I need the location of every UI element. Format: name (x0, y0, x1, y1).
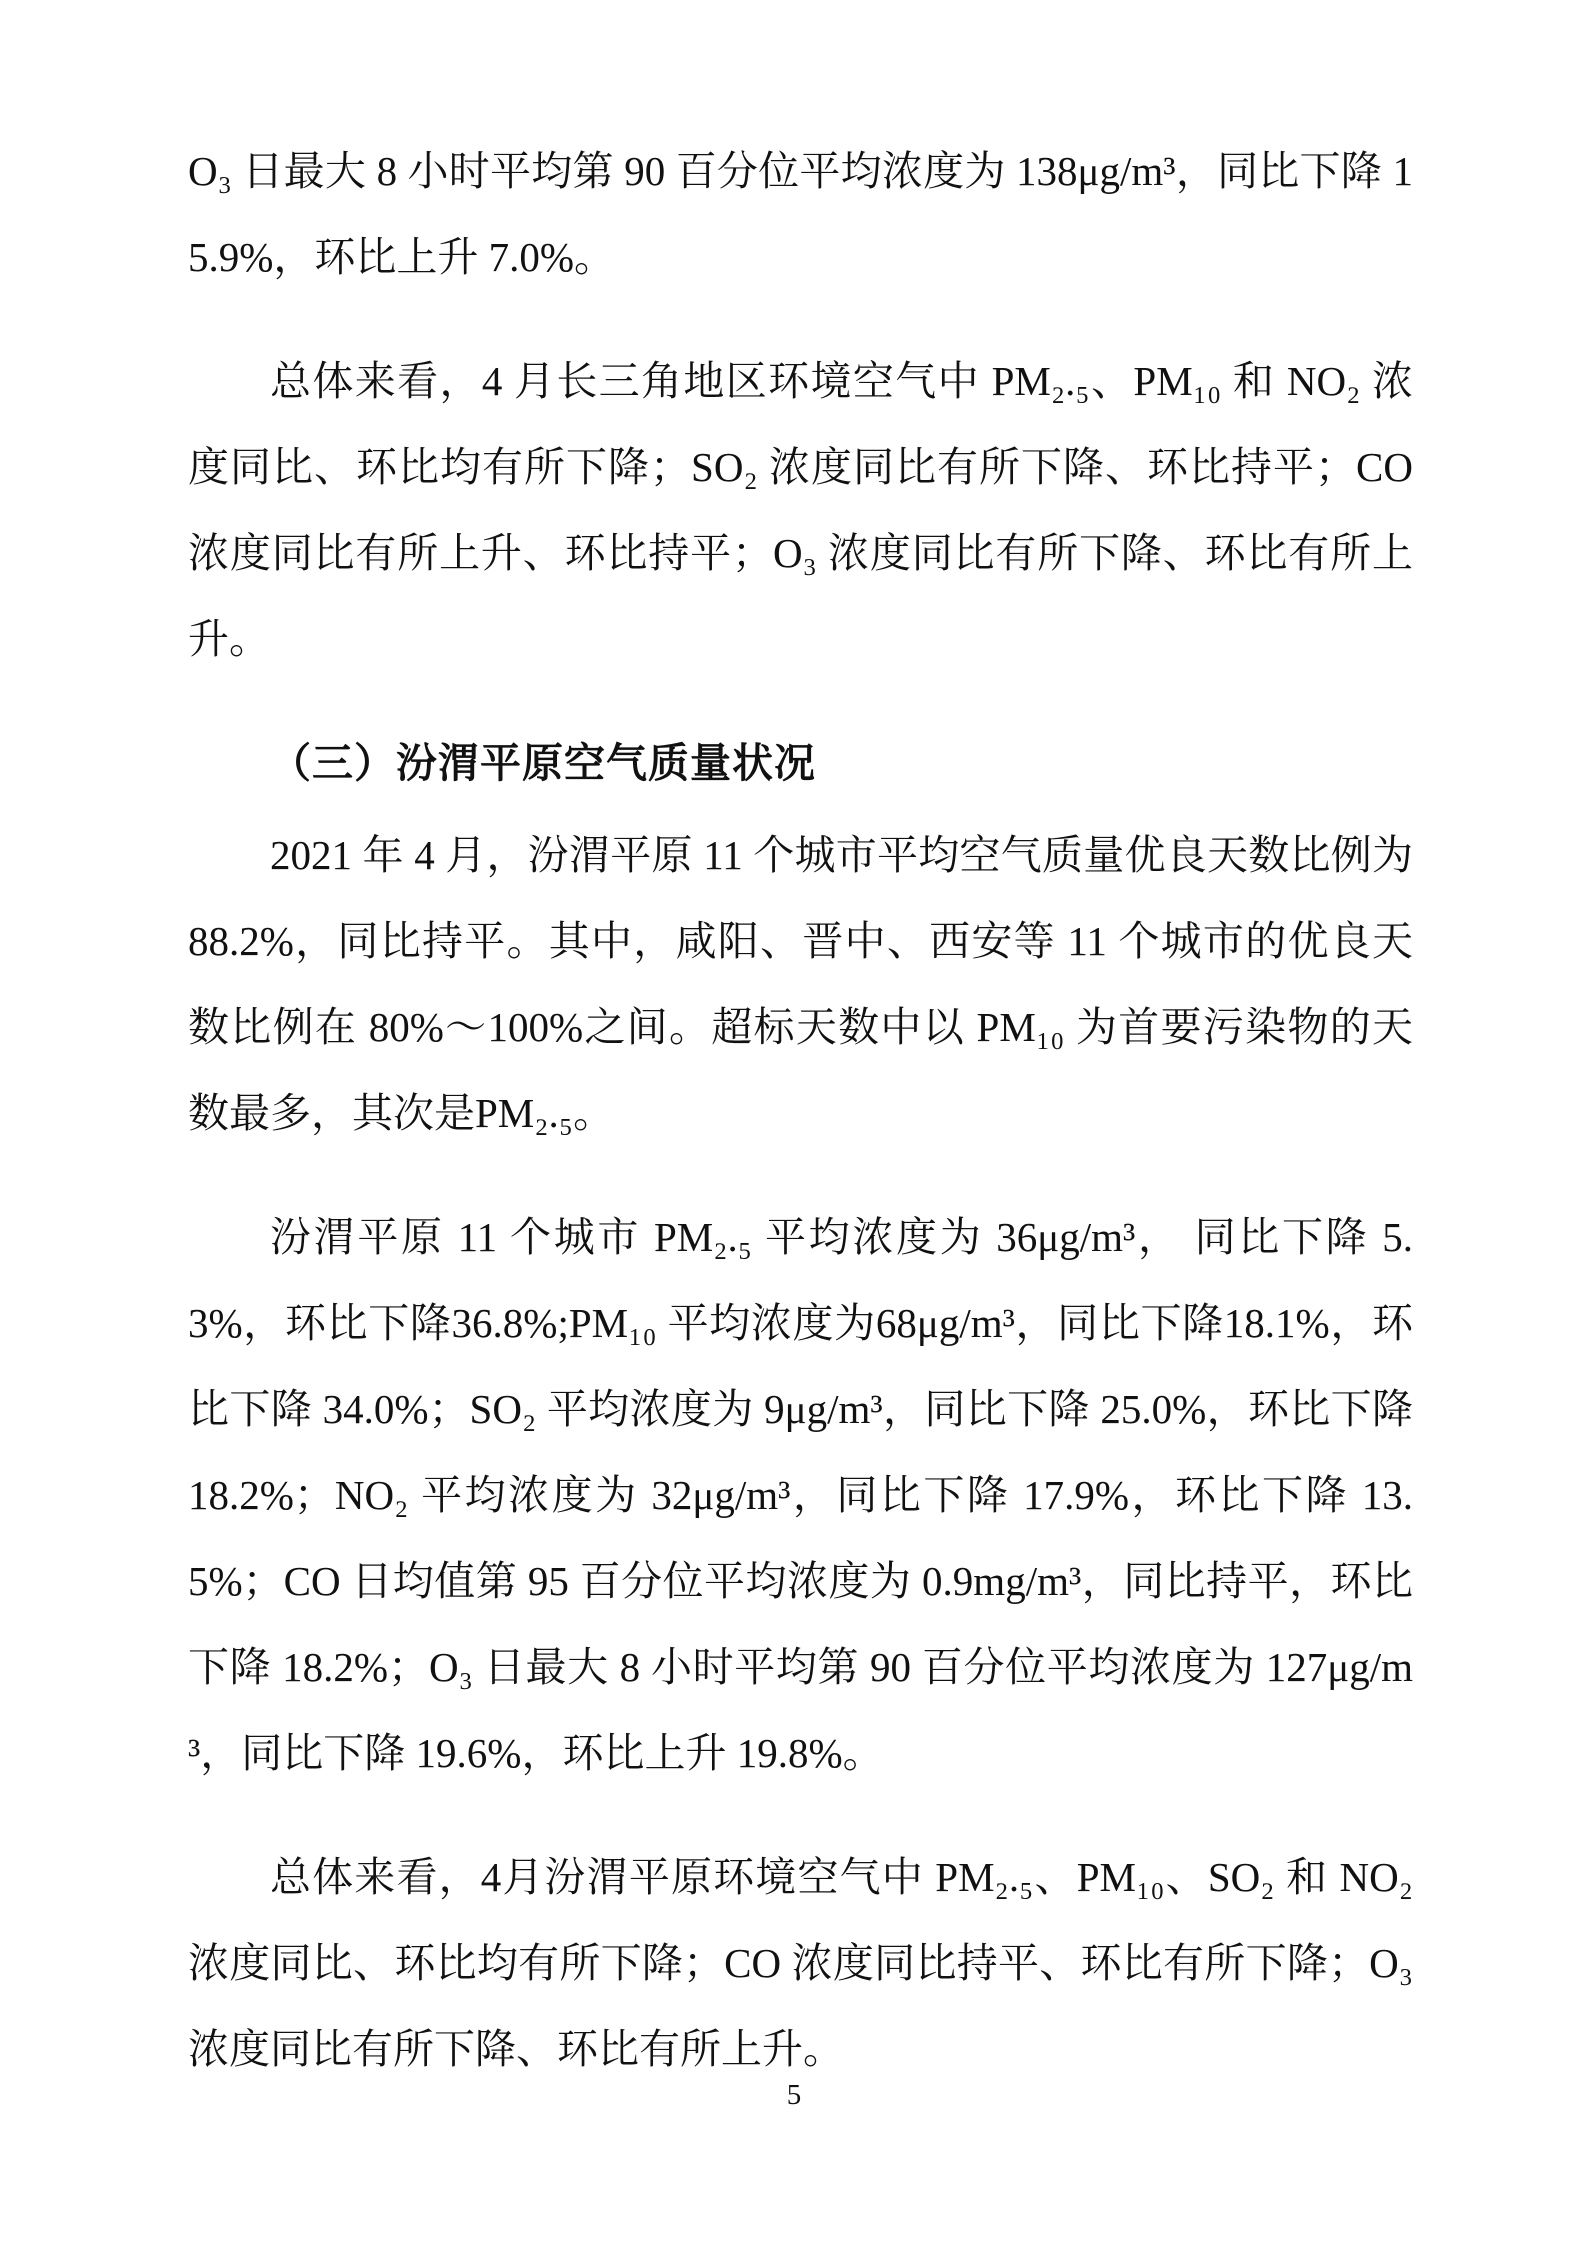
document-body (188, 128, 1413, 2130)
page-number: 5 (786, 2079, 802, 2111)
paragraph-yangtze-summary: 总体来看，4 月长三角地区环境空气中 PM₂.₅、PM₁₀ 和 NO₂ 浓度同比、环比均有所下降；SO₂ 浓度同比有所下降、环比持平；CO 浓度同比有所上升、环比持平；O₃ 浓度同比有所下降、环比有所上升。 (188, 358, 1413, 662)
paragraph-fenwei-concentrations: 汾渭平原 11 个城市 PM₂.₅ 平均浓度为 36μg/m³， 同比下降 5.3%，环比下降36.8%;PM₁₀ 平均浓度为68μg/m³，同比下降18.1%，环比下降 34.0%；SO₂ 平均浓度为 9μg/m³，同比下降 25.0%，环比下降 18.2%；NO₂ 平均浓度为 32μg/m³，同比下降 17.9%，环比下降 13.5%；CO 日均值第 95 百分位平均浓度为 0.9mg/m³，同比持平，环比下降 18.2%；O₃ 日最大 8 小时平均第 90 百分位平均浓度为 127μg/m³，同比下降 19.6%，环比上升 19.8%。 (188, 1214, 1413, 1776)
paragraph-fenwei-summary: 总体来看，4月汾渭平原环境空气中 PM₂.₅、PM₁₀、SO₂ 和 NO₂ 浓度同比、环比均有所下降；CO 浓度同比持平、环比有所下降；O₃ 浓度同比有所下降、环比有所上升。 (188, 1854, 1414, 2072)
paragraph-fenwei-overview: 2021 年 4 月，汾渭平原 11 个城市平均空气质量优良天数比例为 88.2%，同比持平。其中，咸阳、晋中、西安等 11 个城市的优良天数比例在 80%～100%之间。超标天数中以 PM₁₀ 为首要污染物的天数最多，其次是PM₂.₅。 (188, 832, 1413, 1136)
paragraph-o3-yangtze-continuation: O₃ 日最大 8 小时平均第 90 百分位平均浓度为 138μg/m³，同比下降 15.9%，环比上升 7.0%。 (188, 148, 1413, 280)
section-heading-fenwei-plain: （三）汾渭平原空气质量状况 (270, 739, 816, 787)
